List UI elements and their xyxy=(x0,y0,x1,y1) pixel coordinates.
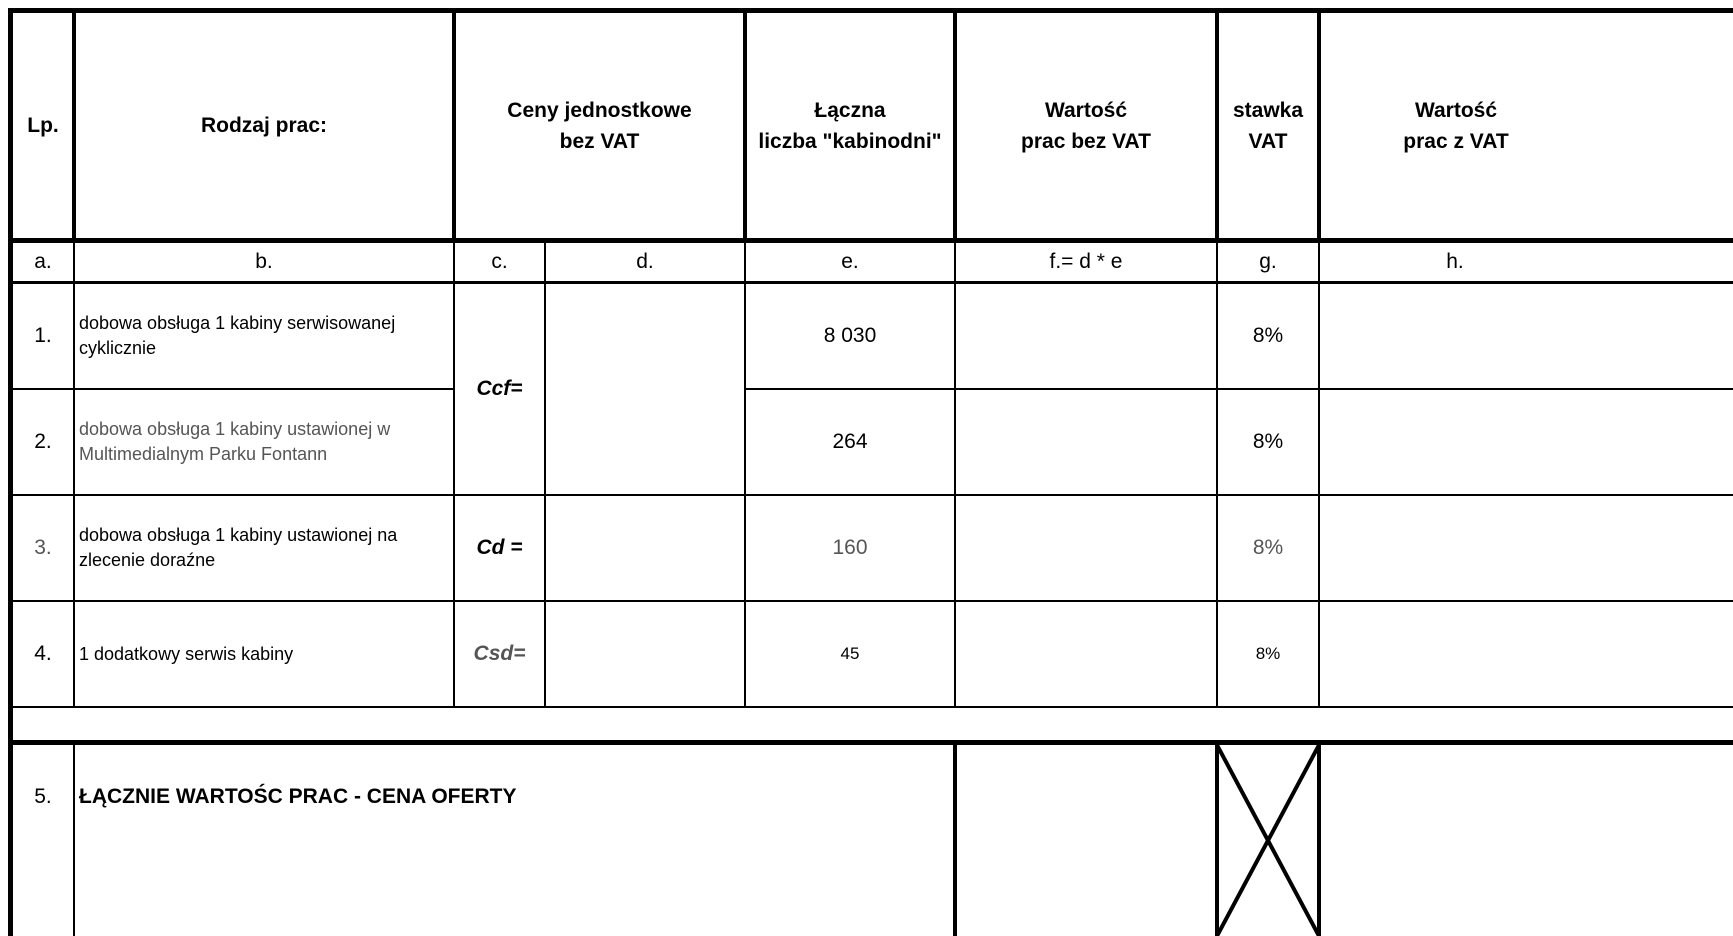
price-symbol-ccf: Ccf= xyxy=(476,377,523,400)
row-2-lp: 2. xyxy=(34,430,52,453)
header-rodzaj-prac: Rodzaj prac: xyxy=(200,114,328,137)
header-laczna-liczba: Łączna liczba "kabinodni" xyxy=(758,98,942,153)
crossed-out-cell xyxy=(1217,745,1319,936)
table-border xyxy=(544,243,546,708)
table-border xyxy=(953,745,957,936)
price-symbol-cd: Cd = xyxy=(476,536,523,559)
row-1-stawka-vat: 8% xyxy=(1252,324,1284,347)
row-1-lp: 1. xyxy=(34,324,52,347)
table-border xyxy=(10,706,1733,708)
header-stawka-vat: stawka VAT xyxy=(1232,98,1304,153)
price-symbol-csd: Csd= xyxy=(473,642,526,665)
row-3-rodzaj-prac: dobowa obsługa 1 kabiny ustawionej na zlecenie doraźne xyxy=(79,525,398,570)
row-2-stawka-vat: 8% xyxy=(1252,430,1284,453)
row-1-rodzaj-prac: dobowa obsługa 1 kabiny serwisowanej cyklicznie xyxy=(79,313,396,358)
row-3-lp: 3. xyxy=(34,536,52,559)
column-letter-g: g. xyxy=(1259,250,1277,273)
total-label: ŁĄCZNIE WARTOŚC PRAC - CENA OFERTY xyxy=(79,785,517,808)
total-lp: 5. xyxy=(34,785,52,808)
row-4-rodzaj-prac: 1 dodatkowy serwis kabiny xyxy=(79,643,294,664)
table-border xyxy=(1318,243,1320,708)
row-2-liczba-kabinodni: 264 xyxy=(832,430,868,453)
column-letter-e: e. xyxy=(841,250,859,273)
row-1-liczba-kabinodni: 8 030 xyxy=(823,324,877,347)
row-3-stawka-vat: 8% xyxy=(1252,536,1284,559)
header-wartosc-bez-vat: Wartość prac bez VAT xyxy=(1021,98,1151,153)
row-3-liczba-kabinodni: 160 xyxy=(832,536,868,559)
column-letter-c: c. xyxy=(491,250,508,273)
column-letter-d: d. xyxy=(636,250,654,273)
column-letter-h: h. xyxy=(1446,250,1464,273)
row-2-rodzaj-prac: dobowa obsługa 1 kabiny ustawionej w Multimedialnym Parku Fontann xyxy=(79,419,391,464)
row-4-liczba-kabinodni: 45 xyxy=(840,644,860,663)
header-ceny-jednostkowe: Ceny jednostkowe bez VAT xyxy=(507,98,692,153)
column-letter-f: f.= d * e xyxy=(1049,250,1123,273)
row-4-stawka-vat: 8% xyxy=(1255,644,1281,663)
header-lp: Lp. xyxy=(27,114,59,137)
table-border xyxy=(954,243,956,708)
column-letter-b: b. xyxy=(255,250,273,273)
column-letter-a: a. xyxy=(34,250,52,273)
header-wartosc-z-vat: Wartość prac z VAT xyxy=(1403,98,1509,153)
row-4-lp: 4. xyxy=(34,642,52,665)
